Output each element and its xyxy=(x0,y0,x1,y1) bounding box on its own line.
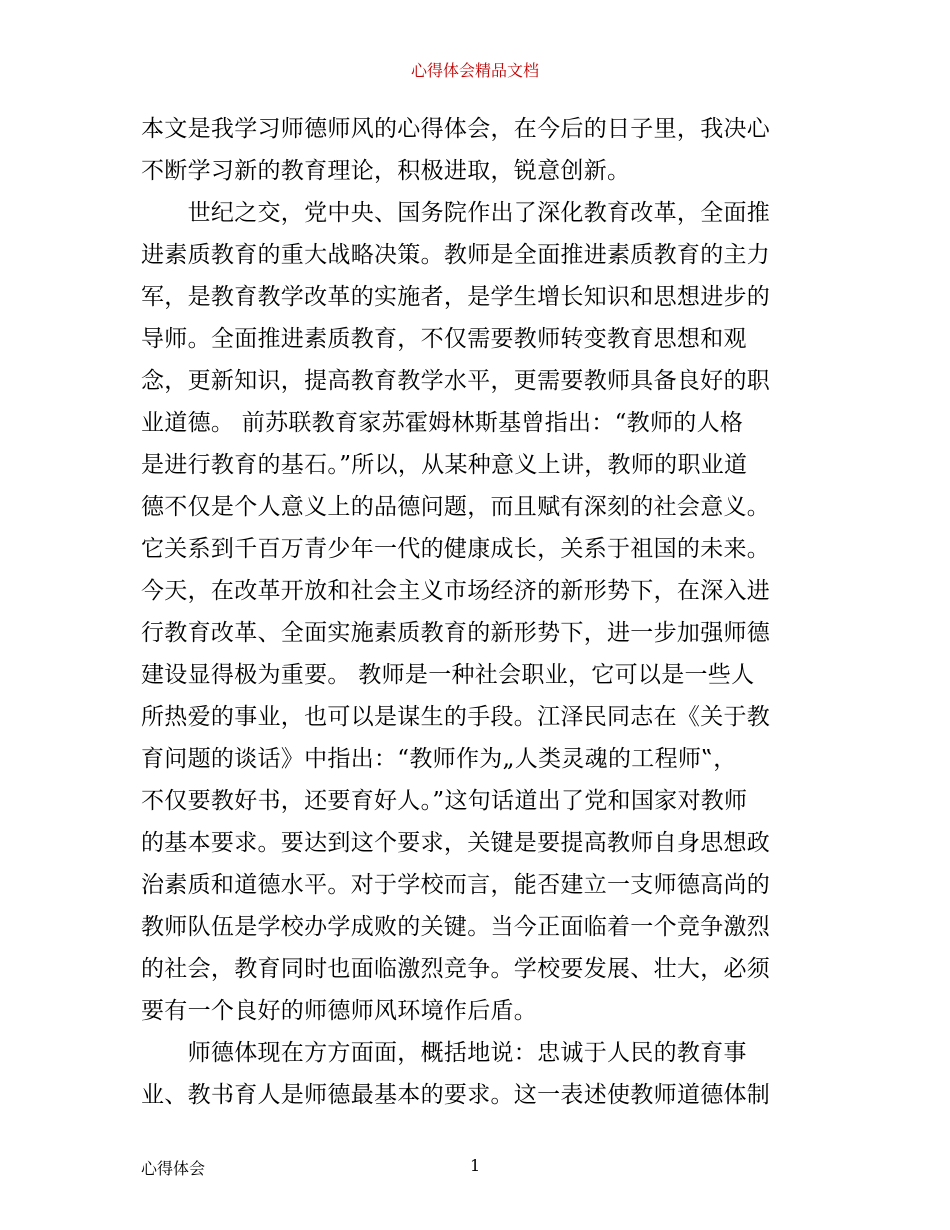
text-line: 教师队伍是学校办学成败的关键。当今正面临着一个竞争激烈 xyxy=(141,914,771,940)
text-line: 育问题的谈话》中指出：“教师作为„人类灵魂的工程师‟， xyxy=(141,746,737,772)
text-line: 建设显得极为重要。 教师是一种社会职业，它可以是一些人 xyxy=(141,662,755,688)
page-header-title: 心得体会精品文档 xyxy=(410,61,539,80)
page-number: 1 xyxy=(470,1156,481,1175)
text-line: 业、教书育人是师德最基本的要求。这一表述使教师道德体制 xyxy=(141,1082,771,1108)
page-footer-label: 心得体会 xyxy=(141,1159,206,1178)
text-line: 治素质和道德水平。对于学校而言，能否建立一支师德高尚的 xyxy=(141,872,771,898)
document-body xyxy=(141,108,816,1116)
text-line: 它关系到千百万青少年一代的健康成长，关系于祖国的未来。 xyxy=(141,536,771,562)
text-line: 念，更新知识，提高教育教学水平，更需要教师具备良好的职 xyxy=(141,368,771,394)
text-line: 师德体现在方方面面，概括地说：忠诚于人民的教育事 xyxy=(141,1040,747,1066)
text-line: 业道德。 前苏联教育家苏霍姆林斯基曾指出：“教师的人格 xyxy=(141,410,744,436)
text-line: 要有一个良好的师德师风环境作后盾。 xyxy=(141,998,538,1024)
text-line: 导师。全面推进素质教育，不仅需要教师转变教育思想和观 xyxy=(141,326,747,352)
text-line: 军，是教育教学改革的实施者，是学生增长知识和思想进步的 xyxy=(141,284,771,310)
text-line: 行教育改革、全面实施素质教育的新形势下，进一步加强师德 xyxy=(141,620,771,646)
text-line: 今天，在改革开放和社会主义市场经济的新形势下，在深入进 xyxy=(141,578,771,604)
text-line: 德不仅是个人意义上的品德问题，而且赋有深刻的社会意义。 xyxy=(141,494,771,520)
text-line: 世纪之交，党中央、国务院作出了深化教育改革，全面推 xyxy=(141,200,771,226)
text-line: 进素质教育的重大战略决策。教师是全面推进素质教育的主力 xyxy=(141,242,771,268)
text-line: 不断学习新的教育理论，积极进取，锐意创新。 xyxy=(141,158,631,184)
text-line: 是进行教育的基石。”所以，从某种意义上讲，教师的职业道 xyxy=(141,452,748,478)
text-line: 的社会，教育同时也面临激烈竞争。学校要发展、壮大，必须 xyxy=(141,956,771,982)
text-line: 本文是我学习师德师风的心得体会，在今后的日子里，我决心 xyxy=(141,116,771,142)
text-line: 的基本要求。要达到这个要求，关键是要提高教师自身思想政 xyxy=(141,830,771,856)
text-line: 所热爱的事业，也可以是谋生的手段。江泽民同志在《关于教 xyxy=(141,704,771,730)
text-line: 不仅要教好书，还要育好人。”这句话道出了党和国家对教师 xyxy=(141,788,748,814)
